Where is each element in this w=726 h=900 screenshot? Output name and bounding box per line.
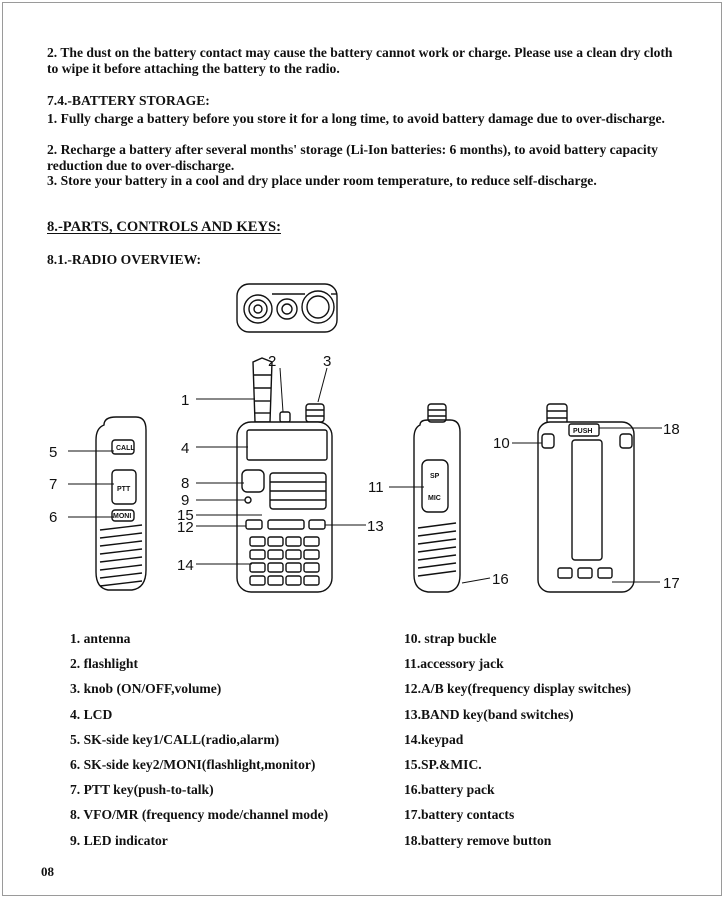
sp-jack-label: SP	[430, 473, 440, 480]
legend-item: 1. antenna	[70, 631, 131, 646]
callout-15: 15	[177, 507, 194, 524]
callout-16: 16	[492, 571, 509, 588]
battery-storage-item-2: 2. Recharge a battery after several months' storage (Li-Ion batteries: 6 months), to avoid battery capacity reduction due to over-discharge.	[47, 142, 658, 173]
callout-5: 5	[49, 444, 58, 461]
radio-left-side-view	[96, 417, 146, 590]
legend-item: 14.keypad	[404, 731, 464, 747]
parts-controls-heading: 8.-PARTS, CONTROLS AND KEYS:	[47, 219, 281, 235]
callout-14: 14	[177, 557, 194, 574]
legend-item: 9. LED indicator	[70, 832, 168, 848]
battery-storage-heading: 7.4.-BATTERY STORAGE:	[47, 93, 210, 108]
legend-item: 18.battery remove button	[404, 832, 552, 848]
legend-item: 12.A/B key(frequency display switches)	[404, 681, 632, 697]
callout-4: 4	[181, 440, 190, 457]
radio-front-view	[237, 358, 332, 592]
callout-10: 10	[493, 435, 510, 452]
battery-contact-paragraph: 2. The dust on the battery contact may cause the battery cannot work or charge. Please use a clean dry cloth to wipe it before attaching the battery to the radio.	[47, 45, 673, 76]
call-key-label: CALL	[116, 445, 135, 452]
callout-6: 6	[49, 509, 58, 526]
parts-legend-left	[70, 631, 328, 858]
legend-item: 16.battery pack	[404, 782, 495, 798]
callout-3: 3	[323, 353, 332, 370]
battery-storage-item-1: 1. Fully charge a battery before you store it for a long time, to avoid battery damage due to over-discharge.	[47, 111, 665, 126]
legend-item: 6. SK-side key2/MONI(flashlight,monitor)	[70, 756, 316, 772]
callout-11: 11	[368, 479, 384, 496]
legend-item: 5. SK-side key1/CALL(radio,alarm)	[70, 731, 280, 747]
legend-item: 3. knob (ON/OFF,volume)	[70, 681, 222, 697]
radio-top-view	[237, 284, 337, 332]
callout-12: 12	[177, 519, 194, 536]
callout-7: 7	[49, 476, 58, 493]
callout-8: 8	[181, 475, 190, 492]
legend-item: 10. strap buckle	[404, 631, 497, 646]
legend-item: 17.battery contacts	[404, 807, 515, 823]
moni-key-label: MONI	[113, 513, 132, 520]
callout-13: 13	[367, 518, 384, 535]
push-button-label: PUSH	[573, 428, 593, 435]
legend-item: 2. flashlight	[70, 656, 138, 672]
legend-item: 8. VFO/MR (frequency mode/channel mode)	[70, 807, 329, 823]
parts-legend-right	[404, 631, 631, 858]
legend-item: 7. PTT key(push-to-talk)	[70, 782, 214, 798]
legend-item: 15.SP.&MIC.	[404, 756, 482, 772]
callout-9: 9	[181, 492, 190, 509]
callout-2: 2	[268, 353, 277, 370]
legend-item: 11.accessory jack	[404, 656, 504, 672]
mic-jack-label: MIC	[428, 495, 441, 502]
battery-storage-item-3: 3. Store your battery in a cool and dry place under room temperature, to reduce self-discharge.	[47, 173, 597, 188]
callout-17: 17	[663, 575, 680, 592]
ptt-key-label: PTT	[117, 486, 131, 493]
page-number: 08	[41, 864, 54, 879]
callout-18: 18	[663, 421, 680, 438]
legend-item: 4. LCD	[70, 706, 113, 722]
callout-1: 1	[181, 392, 190, 409]
radio-overview-heading: 8.1.-RADIO OVERVIEW:	[47, 252, 201, 267]
legend-item: 13.BAND key(band switches)	[404, 706, 574, 722]
